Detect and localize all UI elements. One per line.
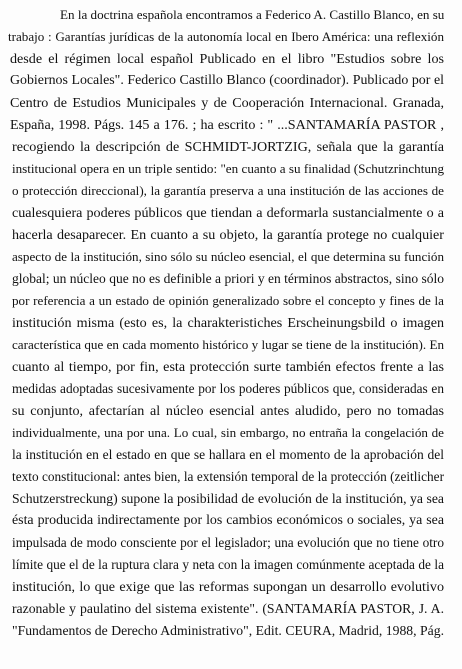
text-line: Gobiernos Locales". Federico Castillo Blanco (coordinador). Publicado por el	[10, 73, 444, 88]
text-line: razonable y paulatino del sistema existente". (SANTAMARÍA PASTOR, J. A.	[12, 601, 444, 616]
text-line: institución, lo que exige que las reformas supongan un desarrollo evolutivo	[12, 579, 444, 595]
text-line: Schutzerstreckung) supone la posibilidad de evolución de la institución, ya sea	[12, 491, 444, 506]
text-line: o protección direccional), la garantía preserva a una institución de las acciones de	[12, 183, 444, 198]
text-line: Centro de Estudios Municipales y de Cooperación Internacional. Granada,	[10, 95, 444, 111]
text-line: aspecto de la institución, sino sólo su núcleo esencial, el que determina su función	[12, 249, 444, 264]
text-line: límite que el de la ruptura clara y neta con la imagen comúnmente aceptada de la	[12, 557, 444, 572]
text-line: España, 1998. Págs. 145 a 176. ; ha escrito : " ...SANTAMARÍA PASTOR ,	[10, 117, 444, 133]
text-line: recogiendo la descripción de SCHMIDT-JORTZIG, señala que la garantía	[12, 139, 444, 155]
text-line: institución misma (esto es, la charakteristiches Erscheinungsbild o imagen	[12, 315, 444, 331]
text-line: característica que en cada momento histórico y lugar se tiene de la institución). En	[12, 337, 444, 352]
text-line: cualesquiera poderes públicos que tiendan a deformarla sustancialmente o a	[12, 205, 444, 221]
text-line: ésta producida indirectamente por los cambios económicos o sociales, ya sea	[12, 513, 444, 528]
text-line: cuanto al tiempo, por fin, esta protección surte también efectos frente a las	[12, 359, 444, 375]
text-line: "Fundamentos de Derecho Administrativo", Edit. CEURA, Madrid, 1988, Pág.	[12, 623, 444, 638]
text-line: por referencia a un estado de opinión generalizado sobre el concepto y fines de la	[12, 293, 444, 308]
text-line: global; un núcleo que no es definible a priori y en términos abstractos, sino sólo	[12, 271, 444, 286]
text-line: individualmente, una por una. Lo cual, sin embargo, no entraña la congelación de	[12, 425, 444, 440]
text-line: institucional opera en un triple sentido: "en cuanto a su finalidad (Schutzrinchtung	[12, 161, 444, 176]
text-line: En la doctrina española encontramos a Federico A. Castillo Blanco, en su	[60, 7, 444, 22]
text-line: su conjunto, afectarían al núcleo esencial antes aludido, pero no tomadas	[12, 403, 444, 419]
text-line: trabajo : Garantías jurídicas de la autonomía local en Ibero América: una reflexión	[8, 29, 444, 44]
text-line: texto constitucional: antes bien, la extensión temporal de la protección (zeitlicher	[12, 469, 444, 484]
text-line: medidas adoptadas sucesivamente por los poderes públicos que, consideradas en	[12, 381, 444, 396]
text-line: la institución en el estado en que se hallara en el momento de la aprobación del	[12, 447, 444, 462]
text-line: hacerla desaparecer. En cuanto a su objeto, la garantía protege no cualquier	[12, 227, 444, 243]
text-line: impulsada de modo consciente por el legislador; una evolución que no tiene otro	[12, 535, 444, 550]
text-line: desde el régimen local español Publicado en el libro "Estudios sobre los	[10, 51, 444, 67]
